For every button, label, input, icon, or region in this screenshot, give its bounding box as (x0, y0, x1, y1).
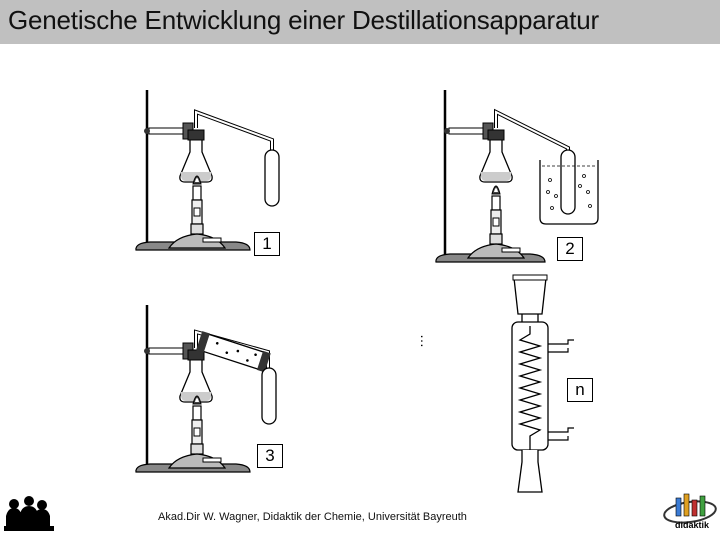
didaktik-logo-text: didaktik (674, 520, 710, 530)
didaktik-logo (663, 494, 717, 530)
stage-n-condenser (512, 275, 574, 492)
continuation-ellipsis: … (418, 334, 434, 348)
people-silhouette-logo (4, 496, 54, 531)
stage-label-1: 1 (254, 232, 280, 256)
footer-credit: Akad.Dir W. Wagner, Didaktik der Chemie, Universität Bayreuth (158, 511, 467, 523)
stage-3-apparatus (136, 305, 276, 472)
stage-label-n: n (567, 378, 593, 402)
stage-label-2: 2 (557, 237, 583, 261)
slide-title: Genetische Entwicklung einer Destillationsapparatur (8, 5, 600, 35)
stage-label-3: 3 (257, 444, 283, 468)
stage-1-apparatus (136, 90, 279, 250)
